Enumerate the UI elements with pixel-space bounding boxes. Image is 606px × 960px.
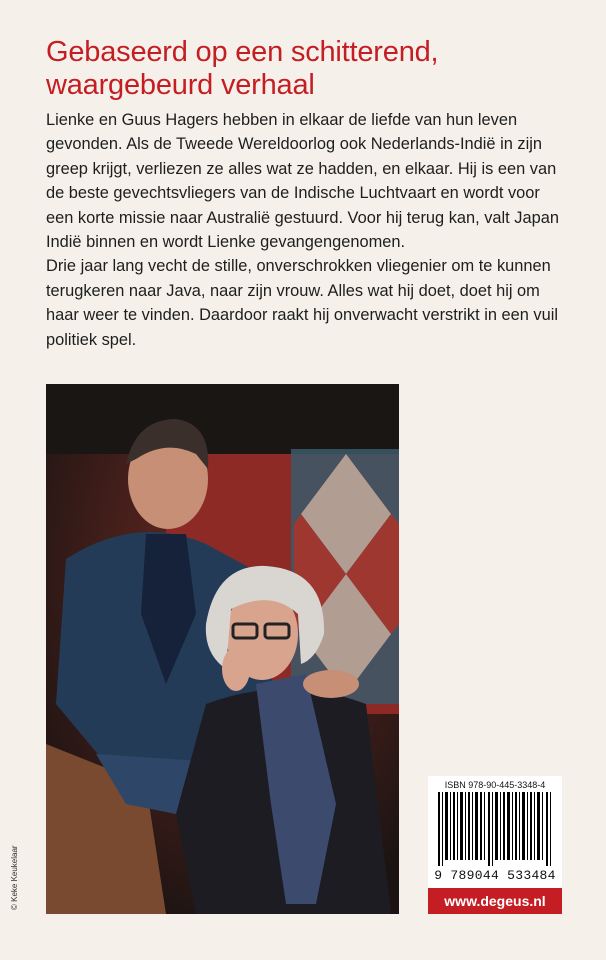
- barcode-panel: [428, 776, 562, 888]
- barcode-bars: [438, 792, 552, 866]
- blurb-text: [46, 108, 566, 352]
- barcode-number: 9 789044 533484: [434, 868, 556, 883]
- publisher-website[interactable]: www.degeus.nl: [428, 888, 562, 914]
- photo-credit: © Keke Keukelaar: [10, 845, 19, 910]
- author-photo: [46, 384, 399, 914]
- back-cover-headline: Gebaseerd op een schitterend, waargebeurd verhaal: [46, 36, 439, 101]
- blurb-paragraph-1: Lienke en Guus Hagers hebben in elkaar de liefde van hun leven gevonden. Als de Tweede Wereldoorlog ook Nederlands-Indië in zijn greep krijgt, verliezen ze alles wat ze hadden, en elkaar. Hij is een van de beste gevechtsvliegers van de Indische Luchtvaart en wordt voor een korte missie naar Australië gestuurd. Voor hij terug kan, valt Japan Indië binnen en wordt Lienke gevangengenomen.: [46, 111, 559, 252]
- isbn-label: ISBN 978-90-445-3348-4: [444, 780, 546, 790]
- blurb-paragraph-2: Drie jaar lang vecht de stille, onverschrokken vliegenier om te kunnen terugkeren naar Java, naar zijn vrouw. Alles wat hij doet, doet hij om haar weer te vinden. Daardoor raakt hij onverwacht verstrikt in een vuil politiek spel.: [46, 257, 558, 349]
